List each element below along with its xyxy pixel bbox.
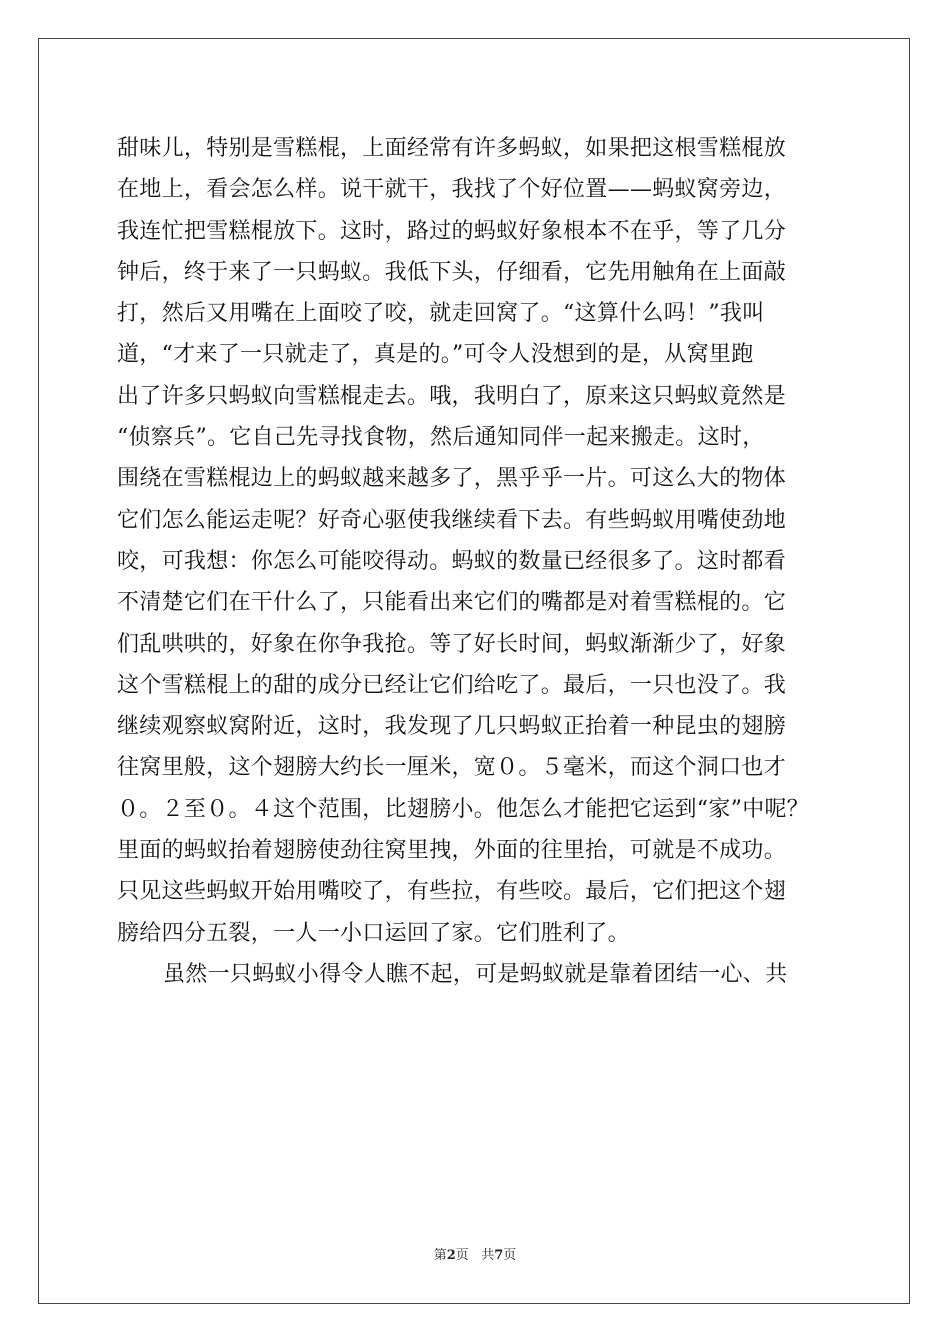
text-line: 它们怎么能运走呢？好奇心驱使我继续看下去。有些蚂蚁用嘴使劲地: [117, 507, 787, 533]
text-line: 道，“才来了一只就走了，真是的。”可令人没想到的是，从窝里跑: [117, 342, 754, 368]
text-line: 只见这些蚂蚁开始用嘴咬了，有些拉，有些咬。最后，它们把这个翅: [117, 879, 787, 905]
text-line: 我连忙把雪糕棍放下。这时，路过的蚂蚁好象根本不在乎，等了几分: [117, 218, 787, 244]
total-pages: 7: [494, 1248, 504, 1263]
text-line: 甜味儿，特别是雪糕棍，上面经常有许多蚂蚁，如果把这根雪糕棍放: [117, 136, 787, 161]
total-suffix: 页: [503, 1248, 517, 1263]
text-line: 在地上，看会怎么样。说干就干，我找了个好位置——蚂蚁窝旁边，: [117, 177, 787, 203]
text-line: 围绕在雪糕棍边上的蚂蚁越来越多了，黑乎乎一片。可这么大的物体: [117, 466, 787, 492]
page-prefix: 第: [433, 1248, 447, 1263]
text-line: ０。２至０。４这个范围，比翅膀小。他怎么才能把它运到“家”中呢？: [117, 796, 810, 822]
page-suffix: 页: [455, 1248, 469, 1263]
document-body: [117, 128, 837, 995]
page-number: 2: [446, 1248, 456, 1263]
text-line: 不清楚它们在干什么了，只能看出来它们的嘴都是对着雪糕棍的。它: [117, 590, 787, 616]
total-prefix: 共: [481, 1248, 495, 1263]
text-line: 往窝里般，这个翅膀大约长一厘米，宽０。５毫米，而这个洞口也才: [117, 755, 787, 781]
page-footer: [0, 1247, 950, 1265]
text-line: 里面的蚂蚁抬着翅膀使劲往窝里拽，外面的往里抬，可就是不成功。: [117, 838, 787, 864]
text-line: 钟后，终于来了一只蚂蚁。我低下头，仔细看，它先用触角在上面敲: [117, 259, 787, 285]
text-line: 膀给四分五裂，一人一小口运回了家。它们胜利了。: [117, 920, 630, 946]
paragraph-start-line: 虽然一只蚂蚁小得令人瞧不起，可是蚂蚁就是靠着团结一心、共: [163, 961, 788, 987]
text-line: 出了许多只蚂蚁向雪糕棍走去。哦，我明白了，原来这只蚂蚁竟然是: [117, 383, 787, 409]
text-line: 继续观察蚁窝附近，这时，我发现了几只蚂蚁正抬着一种昆虫的翅膀: [117, 714, 787, 740]
text-line: 们乱哄哄的，好象在你争我抢。等了好长时间，蚂蚁渐渐少了，好象: [117, 631, 787, 657]
text-line: 打，然后又用嘴在上面咬了咬，就走回窝了。“这算什么吗！”我叫: [117, 301, 765, 327]
text-line: “侦察兵”。它自己先寻找食物，然后通知同伴一起来搬走。这时，: [117, 425, 765, 451]
text-line: 这个雪糕棍上的甜的成分已经让它们给吃了。最后，一只也没了。我: [117, 672, 787, 698]
text-line: 咬，可我想：你怎么可能咬得动。蚂蚁的数量已经很多了。这时都看: [117, 548, 787, 574]
